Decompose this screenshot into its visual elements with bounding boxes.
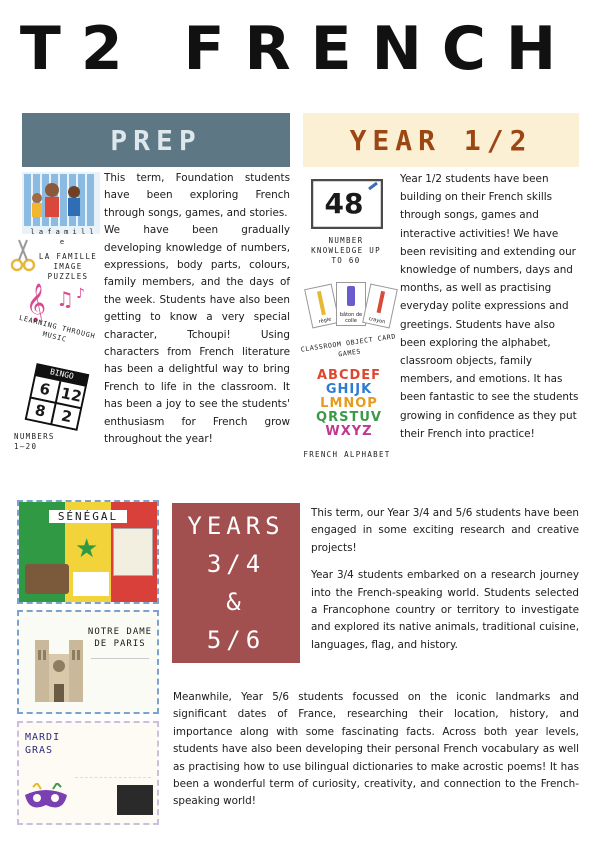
card [336,282,366,326]
music-caption: LEARNING THROUGH MUSIC [18,313,97,344]
years-header-line: & [226,588,246,616]
cathedral-image [33,630,85,704]
text-block [75,733,151,778]
mardi-gras-poster [17,721,159,825]
number-knowledge-caption: NUMBER KNOWLEDGE UP TO 60 [311,236,381,265]
whiteboard-number: 48 [324,187,364,220]
year12-paragraph: Year 1/2 students have been building on their French skills through songs, games and interactive activities! We have been revisiting and extending our knowledge of numbers, days and months, as well as practising everyday polite expressions and greetings. Students have also been exploring the alphabet, classroom objects, family members, and emotions. It has been fantastic to see the students growing in confidence as they put their French into practice! [400,173,579,440]
alphabet-line: GHIJK [325,382,373,397]
bingo-cell: 6 [37,379,52,400]
bingo-cell: 2 [59,406,74,427]
page-title: T2 FRENCH [19,14,577,84]
card [304,284,340,329]
card-label: règle [318,316,332,325]
alphabet-line: QRSTUV [316,410,382,425]
map-image [113,528,153,576]
cards-caption: CLASSROOM OBJECT CARD GAMES [300,332,397,359]
years-text [311,505,579,664]
years-bottom-text: Meanwhile, Year 5/6 students focussed on the iconic landmarks and significant dates of France, researching their location, history, and importance along with some fascinating facts. Across both year levels, students have also been developing their personal French vocabulary as well as practising how to use bilingual dictionaries to make acrostic poems! It has been a wonderful term of curiosity, creativity, and connection to the French-speaking world! [173,691,579,808]
prep-header: PREP [22,113,290,167]
years-header-line: 3/4 [206,550,266,578]
svg-text:♫: ♫ [56,287,74,311]
alphabet-line: LMNOP [320,396,378,411]
card-label: bâton de colle [339,312,363,324]
famille-puzzle-image [22,172,100,234]
prep-text [104,170,290,449]
animals-image [25,564,69,594]
years-paragraph: This term, our Year 3/4 and 5/6 students have been engaged in some exciting research and creative projects! [311,507,579,554]
year12-text [400,170,580,443]
whiteboard-image [311,179,383,229]
poster-title: NOTRE DAME DE PARIS [87,627,153,649]
numbers-caption: NUMBERS 1–20 [14,432,55,451]
text-block [73,572,109,596]
card-label: crayon [367,315,386,326]
famille-letters: l a f a m i l l e [30,228,94,246]
prep-paragraph: This term, Foundation students have been exploring French through songs, games, and stories. [104,172,290,219]
prep-paragraph: We have been gradually developing knowledge of numbers, expressions, body parts, colours, family members, and the days of the week. Students have also been getting to know a very special character, Tchoupi! Using characters from French literature has been a delightful way to bring French to life in the classroom. It has been a joy to see the students' enthusiasm for French grow throughout the year! [104,224,290,446]
star-icon: ★ [75,534,99,564]
mask-icon [23,783,69,817]
classroom-cards-image [304,280,396,330]
svg-text:𝄞: 𝄞 [26,283,47,322]
famille-caption: LA FAMILLE IMAGE PUZZLES [38,252,98,281]
years-header [172,503,300,663]
text-block [91,658,149,699]
bingo-cell: 12 [59,383,84,406]
alphabet-line: ABCDEF [316,368,382,383]
years-header-line: 5/6 [206,626,266,654]
senegal-poster [17,500,159,604]
alphabet-line: WXYZ [325,424,373,439]
years-header-line: YEARS [187,512,285,540]
card [362,284,398,329]
bingo-cell: 8 [33,400,48,421]
parade-image [117,785,153,815]
bingo-title: BINGO [49,367,75,381]
svg-text:♪: ♪ [76,286,85,302]
bingo-card [25,363,90,431]
alphabet-image [314,369,384,439]
notre-dame-poster [17,610,159,714]
years-paragraph: Year 3/4 students embarked on a research journey into the French-speaking world. Students selected a Francophone country or territory to investigate and explored its native animals, traditional cuisine, languages, flag, and history. [311,569,579,651]
year12-header: YEAR 1/2 [303,113,579,167]
alphabet-caption: FRENCH ALPHABET [303,450,391,459]
poster-title: MARDI GRAS [25,732,61,756]
poster-title: SÉNÉGAL [49,510,127,523]
